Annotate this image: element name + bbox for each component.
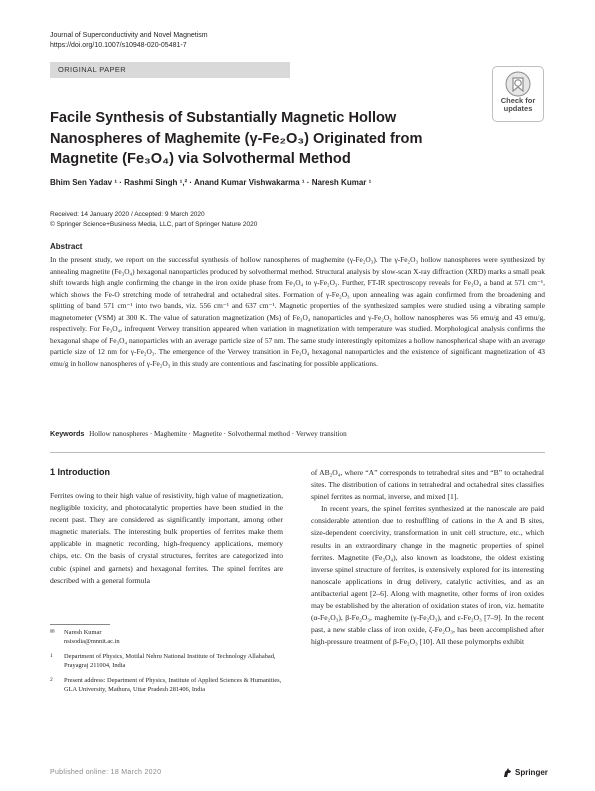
affiliation-1-text: Department of Physics, Motilal Nehru National Institute of Technology Allahabad, Prayagraj 211004, India: [64, 653, 276, 669]
keywords: [50, 429, 347, 438]
corresponding-author: Naresh Kumar: [64, 629, 102, 636]
journal-doi[interactable]: https://doi.org/10.1007/s10948-020-05481-7: [50, 42, 187, 49]
affiliation-1: [50, 652, 283, 670]
abstract-text: In the present study, we report on the successful synthesis of hollow nanospheres of maghemite (γ-Fe₂O₃). The γ-Fe₂O₃ hollow nanospheres were synthesized by annealing magnetite (Fe₃O₄) hexagonal nanoparticles produced by solvothermal method. Structural analysis by slow-scan X-ray diffraction (XRD) marks a small peak shift towards high angle confirming the change in the iron oxide phase from Fe₃O₄ to γ-Fe₂O₃. Further, FT-IR spectroscopy reveals for Fe₃O₄ a band at 571 cm⁻¹, which shows the Fe-O stretching mode of tetrahedral and octahedral sites. Formation of γ-Fe₂O₃ upon annealing was again confirmed from the broadening and splitting of band 571 cm⁻¹ into two bands, viz. 556 cm⁻¹ and 637 cm⁻¹. Magnetic properties of the synthesized samples were studied using a vibrating sample magnetometer (VSM) at 300 K. The value of saturation magnetization (Ms) of Fe₃O₄ nanoparticles and γ-Fe₂O₃ hollow nanospheres was 56 emu/g and 43 emu/g, respectively. For Fe₃O₄, infrequent Verwey transition appeared when variation in magnetization with temperature was studied. Morphological analysis confirms the hexagonal shape of Fe₃O₄ nanoparticles with an average particle size of 57 nm. The same study interestingly epitomizes a hollow nanospherical shape with an average particle size of 12 nm for γ-Fe₂O₃. The emergence of the Verwey transition in Fe₃O₄ hexagonal nanoparticles and the existence of significant magnetization of 43 emu/g in hollow nanospheres of γ-Fe₂O₃ in this study are contentious and fascinating for possible applications.: [50, 255, 545, 368]
section-heading-introduction: 1 Introduction: [50, 467, 110, 477]
intro-paragraph-2: of AB₂O₄, where “A” corresponds to tetrahedral sites and “B” to octahedral sites. The distribution of cations in tetrahedral and octahedral sites classifies spinel ferrites as normal, inverse, and mixed [1].: [311, 468, 544, 502]
intro-paragraph-1: Ferrites owing to their high value of resistivity, high value of magnetization, negligible toxicity, and photocatalytic properties have been studied in the recent past. They are considered as significantly important, among other magnetic materials. The interesting bulk properties of ferrites make them applicable in magnetic recording, high-frequency applications, memory chips, etc. On the basis of crystal structures, ferrites are categorized into cubic (spinel and garnets) and hexagonal ferrites. The spinel ferrites are described with a general formula: [50, 491, 283, 585]
correspondence: [50, 628, 283, 646]
affiliation-2-text: Present address: Department of Physics, Institute of Applied Sciences & Humanities, GLA University, Mathura, Uttar Pradesh 281406, India: [64, 677, 282, 693]
left-column: [50, 490, 283, 587]
right-column: [311, 467, 544, 648]
publisher-logo: [503, 767, 548, 778]
author-list: Bhim Sen Yadav ¹ · Rashmi Singh ¹,² · Anand Kumar Vishwakarma ¹ · Naresh Kumar ¹: [50, 178, 372, 187]
affiliation-2: [50, 676, 283, 694]
check-updates-line2: updates: [503, 104, 533, 113]
keywords-list: Hollow nanospheres · Maghemite · Magnetite · Solvothermal method · Verwey transition: [89, 430, 347, 438]
affiliation-1-mark: 1: [50, 653, 53, 659]
corresponding-email[interactable]: nsisodia@mnnit.ac.in: [64, 638, 120, 645]
envelope-icon: ✉: [50, 629, 55, 635]
section-divider: [50, 452, 545, 453]
article-type-badge: ORIGINAL PAPER: [50, 62, 290, 78]
check-for-updates-button[interactable]: [492, 66, 544, 122]
published-online: Published online: 18 March 2020: [50, 769, 162, 776]
abstract-heading: Abstract: [50, 242, 83, 251]
article-title: Facile Synthesis of Substantially Magnetic Hollow Nanospheres of Maghemite (γ-Fe₂O₃) Originated from Magnetite (Fe₃O₄) via Solvothermal Method: [50, 110, 423, 167]
footnote-rule: [50, 624, 110, 625]
check-updates-line1: Check for: [500, 96, 536, 105]
check-updates-icon: [505, 71, 531, 97]
publisher-name: Springer: [515, 768, 548, 777]
keywords-label: Keywords: [50, 429, 85, 438]
affiliation-2-mark: 2: [50, 677, 53, 683]
received-accepted: Received: 14 January 2020 / Accepted: 9 March 2020: [50, 211, 205, 218]
copyright-line: © Springer Science+Business Media, LLC, part of Springer Nature 2020: [50, 221, 258, 228]
journal-header: [50, 31, 208, 51]
intro-paragraph-3: In recent years, the spinel ferrites synthesized at the nanoscale are paid considerable attention due to reshuffling of cations in the A and B sites, size-dependent coercivity, transformation in unit cell structure, etc., which results in an extraordinary change in the magnetic properties of spinel ferrites. Magnetite (Fe₃O₄), also known as loadstone, the oldest existing inverse spinel structure of ferrites, is extensively explored for its interesting nanoscale applications in drug delivery, catalytic activities, and as an antibacterial agent [2–6]. Along with magnetite, other forms of iron oxides may be established by the alteration of oxidation states of iron, viz. hematite (α-Fe₂O₃), β-Fe₂O₃, maghemite (γ-Fe₂O₃), and ε-Fe₂O₃ [7–9]. In the recent past, a new stable class of iron oxide, ζ-Fe₂O₃, has been accomplished after high-pressure treatment of β-Fe₂O₃ [10]. All these polymorphs exhibit: [311, 504, 544, 647]
article-dates: [50, 210, 257, 230]
footnotes: [50, 628, 283, 700]
springer-horse-icon: [503, 767, 512, 778]
journal-name: Journal of Superconductivity and Novel Magnetism: [50, 32, 208, 39]
